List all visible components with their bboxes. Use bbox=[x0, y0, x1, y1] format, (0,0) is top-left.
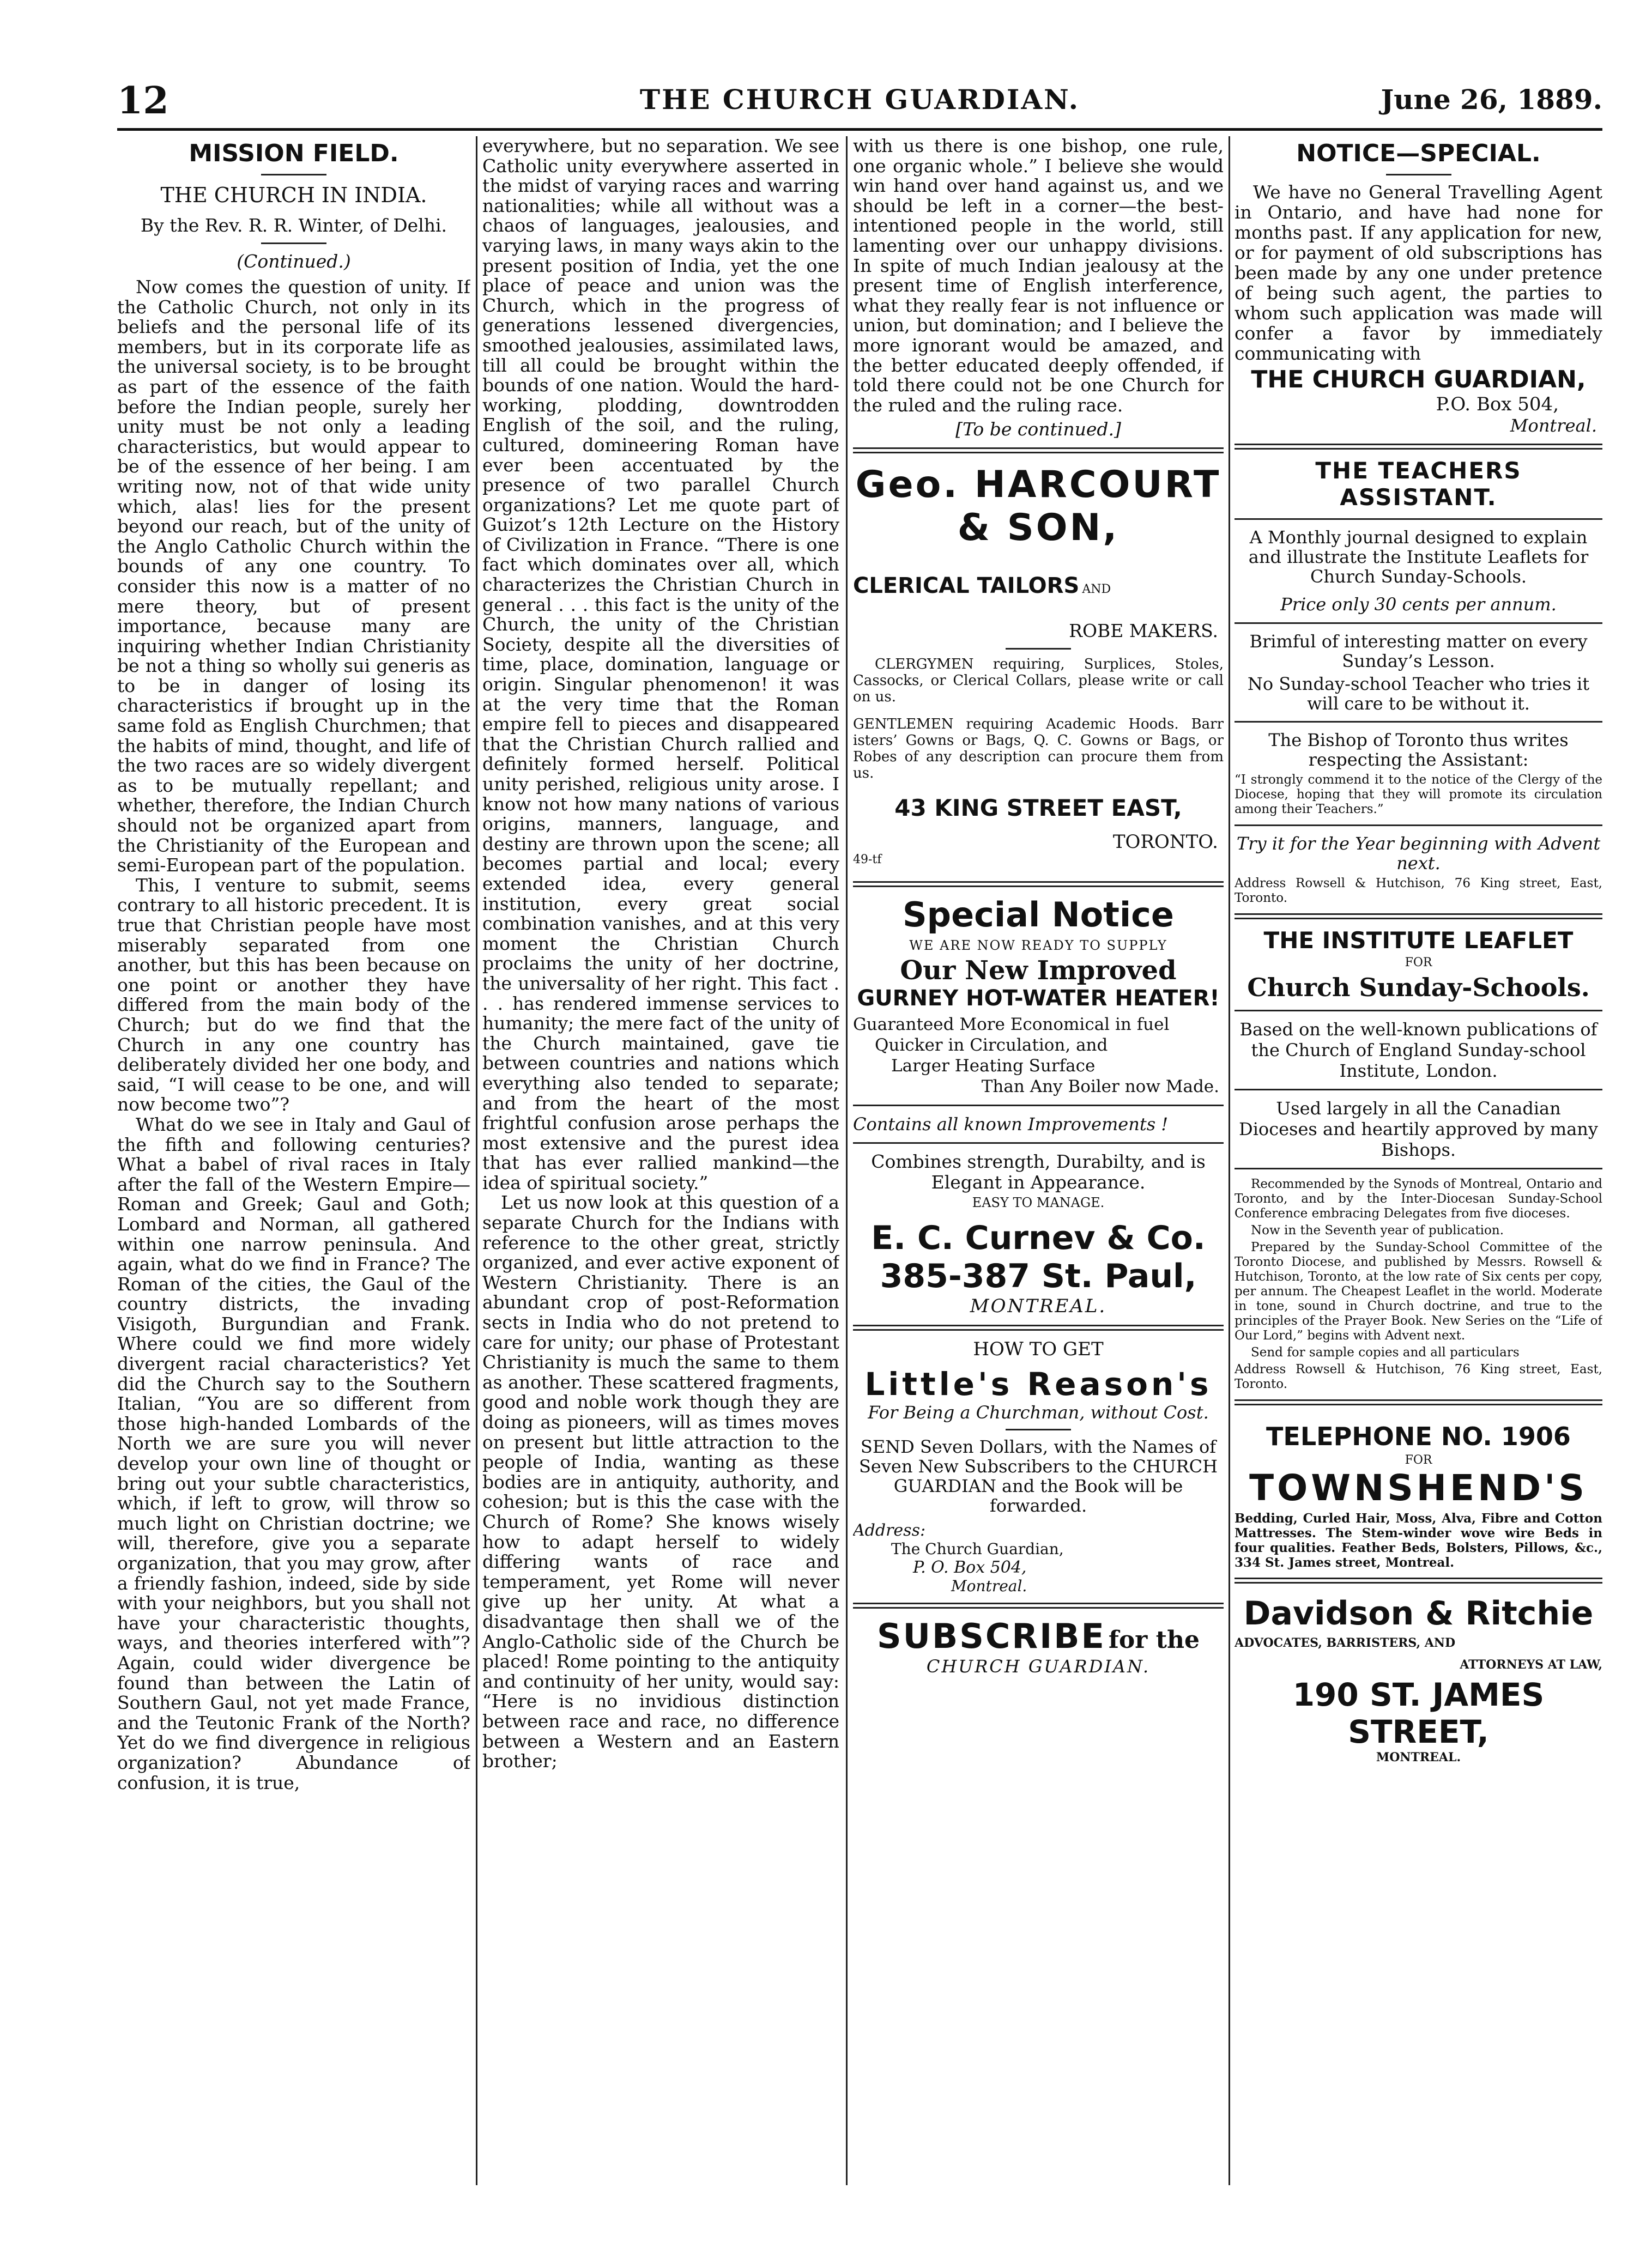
leaflet-address: Address Rowsell & Hutchison, 76 King street, East, Toronto. bbox=[1235, 1362, 1602, 1391]
special-combines: Combines strength, Durabilty, and is Elegant in Appearance. bbox=[871, 1151, 1206, 1193]
special-contains: Contains all known Improvements ! bbox=[853, 1114, 1169, 1135]
page-number: 12 bbox=[117, 79, 169, 123]
column-1 bbox=[117, 136, 470, 2185]
column-rule bbox=[476, 136, 477, 2185]
teachers-no-teacher: No Sunday-school Teacher who tries it will care to be without it. bbox=[1247, 674, 1590, 714]
divider bbox=[1235, 1168, 1602, 1169]
special-line: Guaranteed More Economical in fuel bbox=[853, 1015, 1170, 1035]
notice-body: We have no General Travelling Agent in Ontario, and have had none for months past. If any application for new, or for payment of old subscriptions has been made by any one under pretence of being such agent, the parties to whom such application was made will confer a favor by immediately communicating with bbox=[1235, 181, 1602, 364]
harcourt-address: 43 KING STREET EAST, bbox=[894, 795, 1182, 822]
harcourt-and: AND bbox=[1082, 583, 1111, 597]
divider bbox=[1235, 1399, 1602, 1405]
divider bbox=[1235, 1010, 1602, 1011]
leaflet-schools: Church Sunday-Schools. bbox=[1247, 973, 1590, 1002]
little-reasons-ad bbox=[853, 1338, 1224, 1595]
little-title: Little's Reason's bbox=[864, 1366, 1212, 1403]
teachers-title: THE TEACHERS ASSISTANT. bbox=[1315, 457, 1522, 511]
divider bbox=[1386, 174, 1451, 175]
harcourt-name: Geo. HARCOURT bbox=[855, 463, 1221, 507]
harcourt-ad bbox=[853, 463, 1224, 874]
special-notice-ad bbox=[853, 895, 1224, 1317]
special-product-1: Our New Improved bbox=[900, 955, 1177, 986]
divider bbox=[1006, 648, 1071, 650]
telephone-title: TELEPHONE NO. 1906 bbox=[1266, 1422, 1571, 1451]
page-header bbox=[117, 79, 1602, 131]
divider bbox=[853, 1105, 1224, 1106]
davidson-city: MONTREAL. bbox=[1376, 1750, 1461, 1764]
divider bbox=[853, 1603, 1224, 1609]
leaflet-based: Based on the well-known publications of the Church of England Sunday-school Institute, London. bbox=[1239, 1019, 1597, 1081]
divider bbox=[1235, 913, 1602, 919]
divider bbox=[853, 1325, 1224, 1331]
teachers-desc: A Monthly journal designed to explain and illustrate the Institute Leaflets for Church Sunday-Schools. bbox=[1248, 527, 1589, 587]
continued-label: (Continued.) bbox=[237, 251, 351, 272]
issue-date: June 26, 1889. bbox=[1381, 83, 1602, 116]
special-line: Larger Heating Surface bbox=[891, 1056, 1096, 1076]
townshend-name: TOWNSHEND'S bbox=[1249, 1467, 1588, 1509]
special-easy: EASY TO MANAGE. bbox=[972, 1195, 1105, 1211]
subscribe-word: SUBSCRIBE bbox=[876, 1616, 1106, 1657]
leaflet-for: FOR bbox=[1405, 956, 1432, 969]
column-rule bbox=[1229, 136, 1230, 2185]
divider bbox=[261, 174, 326, 175]
masthead: THE CHURCH GUARDIAN. bbox=[639, 83, 1080, 116]
davidson-line: ADVOCATES, BARRISTERS, AND bbox=[1235, 1636, 1456, 1650]
davidson-ad bbox=[1235, 1594, 1602, 1764]
column-4 bbox=[1235, 136, 1602, 2185]
to-be-continued: [To be continued.] bbox=[955, 419, 1121, 440]
divider bbox=[853, 881, 1224, 887]
little-send: SEND Seven Dollars, with the Names of Seven New Subscribers to the CHURCH GUARDIAN and the Book will be forwarded. bbox=[858, 1436, 1218, 1517]
harcourt-robe: ROBE MAKERS. bbox=[1069, 620, 1218, 642]
leaflet-title: THE INSTITUTE LEAFLET bbox=[1263, 927, 1574, 954]
notice-paper: THE CHURCH GUARDIAN, bbox=[1251, 366, 1586, 393]
column-rule bbox=[846, 136, 848, 2185]
institute-leaflet-ad bbox=[1235, 927, 1602, 1392]
townshend-ad bbox=[1235, 1422, 1602, 1570]
townshend-desc: Bedding, Curled Hair, Moss, Alva, Fibre and Cotton Mattresses. The Stem-winder wove wire Beds in four qualities. Feather Beds, Bolsters, Pillows, &c., 334 St. James street, Montreal. bbox=[1235, 1511, 1602, 1570]
column-2 bbox=[482, 136, 839, 2185]
divider bbox=[1235, 518, 1602, 520]
davidson-name: Davidson & Ritchie bbox=[1243, 1594, 1594, 1633]
leaflet-seventh: Now in the Seventh year of publication. bbox=[1251, 1223, 1504, 1238]
special-product-2: GURNEY HOT-WATER HEATER! bbox=[857, 986, 1220, 1011]
subscribe-paper: CHURCH GUARDIAN. bbox=[926, 1656, 1151, 1677]
notice-box: P.O. Box 504, bbox=[1436, 393, 1559, 415]
article-paragraph: This, I venture to submit, seems contrary to all historic precedent. It is true that Christian people have most miserably separated from one another, but this has been because on one point or another they have differed from the main body of the Church; but do we find that the Church in any one country has deliberately divided her one body, and said, “I will cease to be one, and will now become two”? bbox=[117, 874, 470, 1115]
little-subtitle: For Being a Churchman, without Cost. bbox=[868, 1402, 1209, 1423]
subscribe-for: for the bbox=[1108, 1626, 1200, 1654]
little-howto: HOW TO GET bbox=[973, 1338, 1104, 1361]
harcourt-city: TORONTO. bbox=[1112, 831, 1218, 853]
teachers-quote: “I strongly commend it to the notice of the Clergy of the Diocese, hoping that they will promote its circulation among their Teachers.” bbox=[1235, 773, 1602, 816]
column-3 bbox=[853, 136, 1224, 2185]
teachers-address: Address Rowsell & Hutchison, 76 King street, East, Toronto. bbox=[1235, 876, 1602, 905]
article-paragraph: Now comes the question of unity. If the Catholic Church, not only in its beliefs and the personal life of its members, but in its corporate life as the universal society, is to be brought as part of the essence of the faith before the Indian people, surely her unity must be not only a leading characteristics, but would appear to be of the essence of her being. I am writing now, not of that wide unity which, alas! lies for the present beyond our reach, but of the unity of the Anglo Catholic Church within the bounds of any one country. To consider this now is a matter of no mere theory, but of present importance, because many are inquiring whether Indian Christianity be not a thing so wholly sui generis as to be in danger of losing its characteristics if brought up in the same fold as English Churchmen; that the habits of mind, thought, and life of the two races are so widely divergent as to be mutually repellant; and whether, therefore, the Indian Church should not be organized apart from the Christianity of the European and semi-European part of the population. bbox=[117, 276, 470, 876]
article-paragraph: everywhere, but no separation. We see Catholic unity everywhere asserted in the midst of varying races and warring nationalities; while all without was a chaos of languages, jealousies, and varying laws, in many ways akin to the present position of India, yet the one place of peace and union was the Church, which in the progress of generations lessened divergencies, smoothed jealousies, assimilated laws, till all could be brought within the bounds of one nation. Would the hard-working, plodding, downtrodden English of the soil, and the ruling, cultured, domineering Roman have ever been accentuated by the presence of two parallel Church organizations? Let me quote part of Guizot’s 12th Lecture on the History of Civilization in France. “There is one fact which dominates over all, which characterizes the Christian Church in general . . . this fact is the unity of the Church, the unity of the Christian Society, despite all the diversities of time, place, domination, language or origin. Singular phenomenon! it was at the very time that the Roman empire fell to pieces and disappeared that the Christian Church rallied and definitely formed herself. Political unity perished, religious unity arose. I know not how many nations of various origins, manners, language, and destiny are thrown upon the scene; all becomes partial and local; every extended idea, every general institution, every great social combination vanishes, and at this very moment the Christian Church proclaims the unity of her doctrine, the universality of her right. This fact . . . has rendered immense services to humanity; the mere fact of the unity of the Church maintained, gave tie between countries and nations which everything also tended to separate; and from the heart of the most frightful confusion arose perhaps the most extensive and the purest idea that has ever rallied mankind—the idea of spiritual society.” bbox=[482, 136, 839, 1193]
article-paragraph: Let us now look at this question of a separate Church for the Indians with reference to the other great, strictly organized, and ever active exponent of Western Christianity. There is an abundant crop of post-Reformation sects in India who do not pretend to care for unity; our phase of Protestant Christianity is much the same to them as another. These scattered fragments, good and noble work though they are doing as pioneers, will as times moves on present but little attraction to the people of India, wanting as these bodies are in antiquity, authority, and cohesion; but is this the case with the Church of Rome? She knows wisely how to adapt herself to widely differing wants of race and temperament, yet Rome will never give up her unity. At what a disadvantage then shall we of the Anglo-Catholic side of the Church be placed! Rome pointing to the antiquity and continuity of her unity, would say: “Here is no invidious distinction between race and race, no difference between a Western and an Eastern brother; bbox=[482, 1192, 839, 1772]
notice-city: Montreal. bbox=[1510, 415, 1597, 436]
article-paragraph: What do we see in Italy and Gaul of the fifth and following centuries? What a babel of rival races in Italy after the fall of the Western Empire—Roman and Greek; Gaul and Goth; Lombard and Norman, all gathered within one narrow peninsula. And again, what do we find in France? The Roman of the cities, the Gaul of the country districts, the invading Visigoth, Burgundian and Frank. Where could we find more widely divergent racial characteristics? Yet did the Church say to the Southern Italian, “You are so different from those high-handed Lombards of the North we are sure you will never develop your own line of thought or bring out your subtle characteristics, which, if left to grow, will throw so much light on Christian doctrine; we will, therefore, give you a separate organization, that you may grow, after a friendly fashion, indeed, side by side with your neighbors, but you shall not have your characteristic thoughts, ways, and theories interfered with”? Again, could wider divergence be found than between the Latin of Southern Gaul, not yet made France, and the Teutonic Frank of the North? Yet do we find divergence in religious organization? Abundance of confusion, it is true, bbox=[117, 1113, 470, 1793]
little-address-line: Montreal. bbox=[951, 1577, 1027, 1596]
section-heading: MISSION FIELD. bbox=[189, 140, 399, 167]
divider bbox=[1235, 444, 1602, 450]
special-company: E. C. Curnev & Co. bbox=[871, 1219, 1206, 1258]
divider bbox=[1235, 1578, 1602, 1584]
article-paragraph: with us there is one bishop, one rule, one organic whole.” I believe she would win hand over hand against us, and we should be left in a corner—the best-intentioned people in the world, still lamenting over our unhappy divisions. In spite of much Indian jealousy at the present time of English interference, what they really fear is not influence or union, but domination; and I believe the more ignorant would be amazed, and the better educated deeply offended, if told there could not be one Church for the ruled and the ruling race. bbox=[853, 136, 1224, 416]
leaflet-used: Used largely in all the Canadian Dioceses and heartily approved by many Bishops. bbox=[1239, 1098, 1598, 1160]
special-line: Quicker in Circulation, and bbox=[875, 1035, 1108, 1056]
subscribe-ad bbox=[853, 1616, 1224, 1677]
little-address-line: P. O. Box 504, bbox=[913, 1558, 1027, 1578]
leaflet-recommended: Recommended by the Synods of Montreal, Ontario and Toronto, and by the Inter-Diocesan Sunday-School Conference embracing Delegates from five dioceses. bbox=[1235, 1177, 1602, 1221]
divider bbox=[853, 447, 1224, 453]
davidson-line: ATTORNEYS AT LAW, bbox=[1460, 1658, 1602, 1672]
harcourt-trade: CLERICAL TAILORS bbox=[853, 573, 1080, 599]
divider bbox=[1235, 1089, 1602, 1090]
special-ready: WE ARE NOW READY TO SUPPLY bbox=[909, 938, 1167, 954]
harcourt-gentlemen: GENTLEMEN requiring Academic Hoods. Barr isters’ Gowns or Bags, Q. C. Gowns or Bags, or Robes of any description can procure them from us. bbox=[853, 716, 1224, 782]
divider bbox=[1235, 721, 1602, 723]
teachers-price: Price only 30 cents per annum. bbox=[1280, 594, 1557, 615]
special-street: 385-387 St. Paul, bbox=[880, 1257, 1197, 1296]
teachers-brimful: Brimful of interesting matter on every Sunday’s Lesson. bbox=[1249, 631, 1588, 671]
divider bbox=[853, 1142, 1224, 1144]
little-address-label: Address: bbox=[853, 1521, 926, 1541]
special-notice-title: Special Notice bbox=[903, 895, 1174, 935]
harcourt-son: & SON, bbox=[957, 506, 1120, 550]
divider bbox=[261, 242, 326, 244]
telephone-for: FOR bbox=[1405, 1453, 1432, 1467]
divider bbox=[1235, 824, 1602, 826]
special-city: MONTREAL. bbox=[970, 1295, 1107, 1318]
special-line: Than Any Boiler now Made. bbox=[981, 1077, 1219, 1097]
article-byline: By the Rev. R. R. Winter, of Delhi. bbox=[140, 215, 447, 236]
leaflet-prepared: Prepared by the Sunday-School Committee of the Toronto Diocese, and published by Messrs. Rowsell & Hutchison, Toronto, at the low rate of Six cents per copy, per annum. The Cheapest Leaflet in the world. Moderate in tone, sound in Church doctrine, and true to the principles of the Prayer Book. New Series on the “Life of Our Lord,” begins with Advent next. bbox=[1235, 1240, 1602, 1343]
leaflet-send: Send for sample copies and all particulars bbox=[1251, 1345, 1520, 1360]
divider bbox=[1235, 622, 1602, 624]
teachers-assistant-ad bbox=[1235, 457, 1602, 906]
harcourt-clergymen: CLERGYMEN requiring, Surplices, Stoles, Cassocks, or Clerical Collars, please write or call on us. bbox=[853, 656, 1224, 706]
harcourt-code: 49-tf bbox=[853, 853, 882, 867]
teachers-bishop: The Bishop of Toronto thus writes respecting the Assistant: bbox=[1268, 730, 1569, 770]
little-address-line: The Church Guardian, bbox=[891, 1540, 1064, 1559]
divider bbox=[1006, 1429, 1071, 1430]
article-title: THE CHURCH IN INDIA. bbox=[160, 183, 427, 207]
notice-title: NOTICE—SPECIAL. bbox=[1296, 140, 1541, 167]
davidson-street: 190 ST. JAMES STREET, bbox=[1292, 1676, 1545, 1750]
teachers-try: Try it for the Year beginning with Advent next. bbox=[1236, 833, 1601, 874]
